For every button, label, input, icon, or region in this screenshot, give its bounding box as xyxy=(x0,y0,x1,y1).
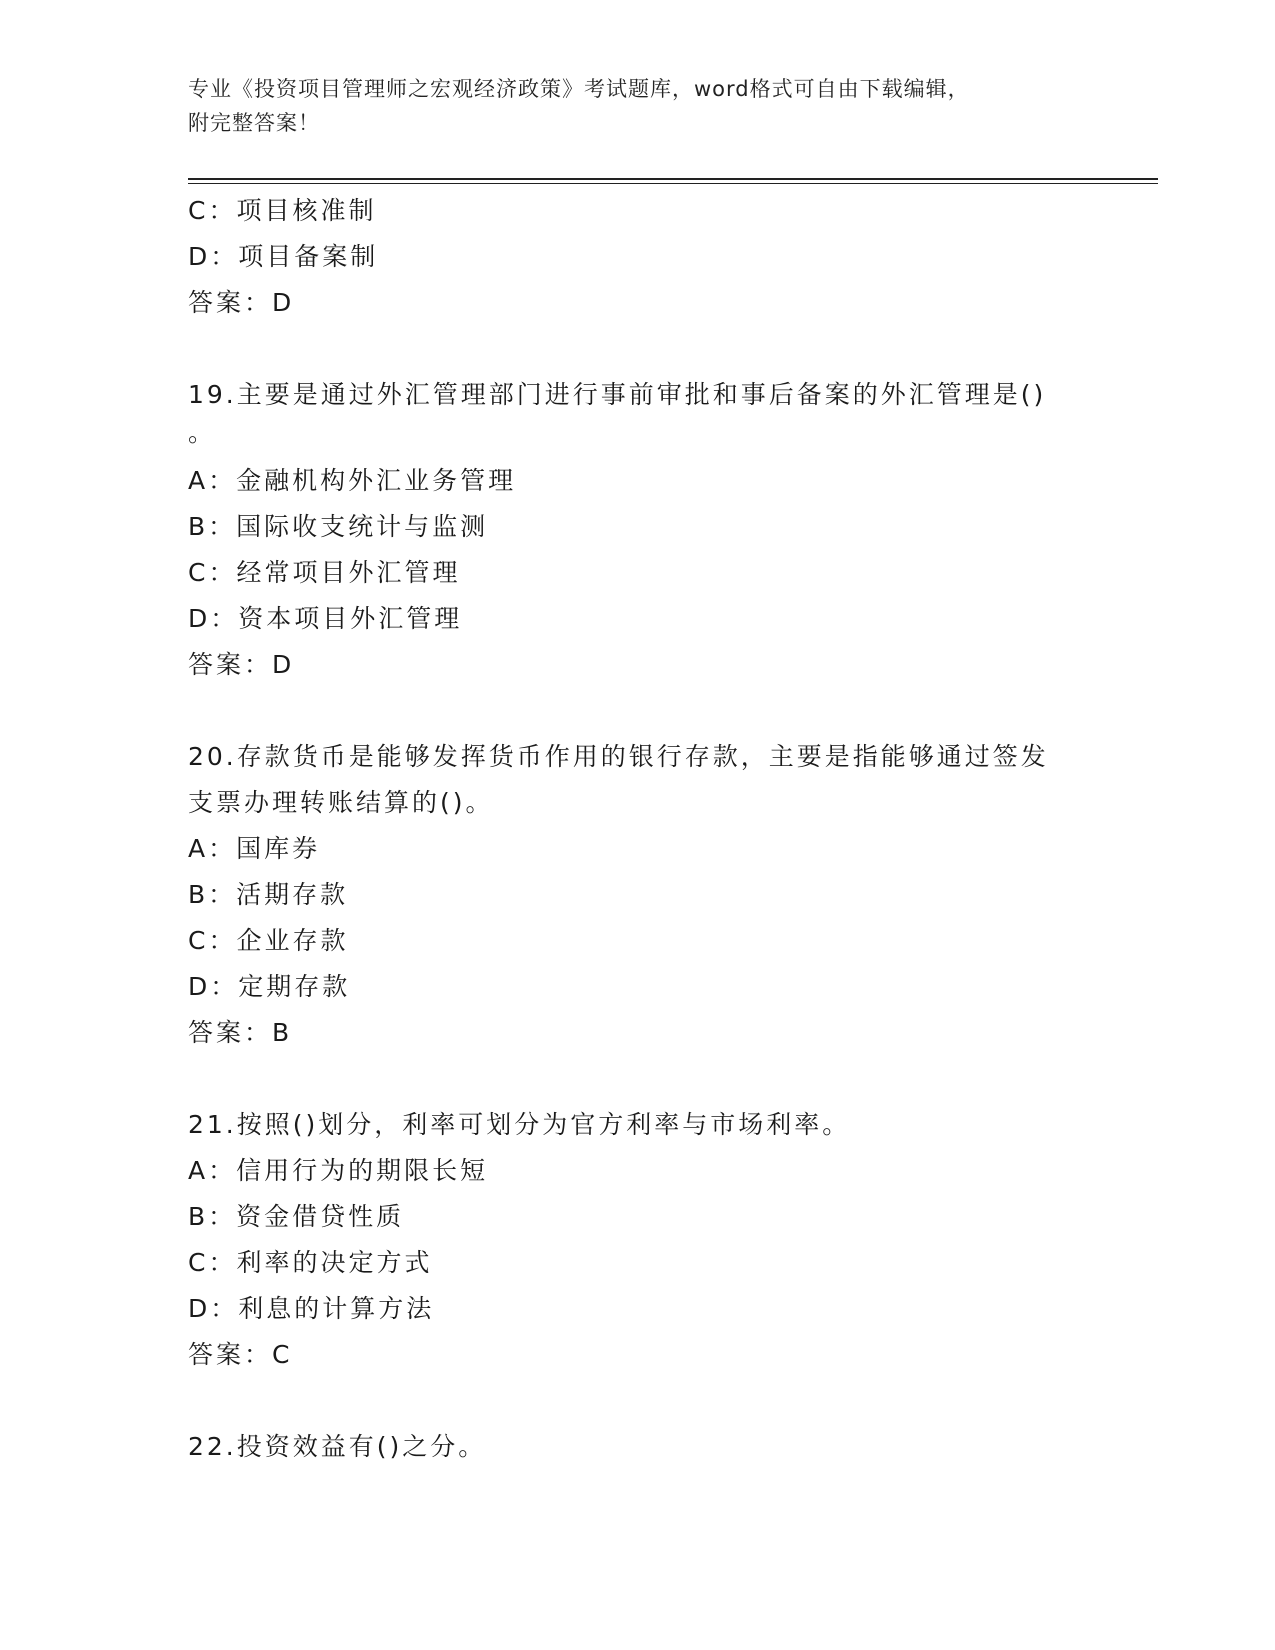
header-divider-thin xyxy=(188,183,1158,184)
option-c: C：经常项目外汇管理 xyxy=(188,558,461,587)
spacer xyxy=(188,326,1088,372)
option-d: D：定期存款 xyxy=(188,972,351,1001)
answer-label: 答案：D xyxy=(188,650,295,679)
option-a: A：国库券 xyxy=(188,834,321,863)
spacer xyxy=(188,688,1088,734)
answer-label: 答案：D xyxy=(188,288,295,317)
option-c: C：项目核准制 xyxy=(188,196,377,225)
option-b: B：国际收支统计与监测 xyxy=(188,512,489,541)
question-block-19 xyxy=(188,372,1088,688)
question-block-18 xyxy=(188,188,1088,326)
option-d: D：资本项目外汇管理 xyxy=(188,604,463,633)
answer-label: 答案：C xyxy=(188,1340,293,1369)
option-a: A：金融机构外汇业务管理 xyxy=(188,466,517,495)
question-block-22 xyxy=(188,1424,1088,1470)
question-content xyxy=(188,188,1088,1470)
option-a: A：信用行为的期限长短 xyxy=(188,1156,489,1185)
option-d: D：项目备案制 xyxy=(188,242,379,271)
option-b: B：资金借贷性质 xyxy=(188,1202,405,1231)
option-c: C：企业存款 xyxy=(188,926,349,955)
spacer xyxy=(188,1056,1088,1102)
document-header xyxy=(188,72,1088,140)
option-b: B：活期存款 xyxy=(188,880,349,909)
answer-label: 答案：B xyxy=(188,1018,293,1047)
question-text: 21.按照()划分，利率可划分为官方利率与市场利率。 xyxy=(188,1110,851,1139)
question-text-continued: 。 xyxy=(188,418,217,447)
question-text: 19.主要是通过外汇管理部门进行事前审批和事后备案的外汇管理是() xyxy=(188,380,1047,409)
header-line-2: 附完整答案！ xyxy=(188,111,320,135)
question-block-20 xyxy=(188,734,1088,1056)
question-text-continued: 支票办理转账结算的()。 xyxy=(188,788,494,817)
question-text: 20.存款货币是能够发挥货币作用的银行存款，主要是指能够通过签发 xyxy=(188,742,1049,771)
question-text: 22.投资效益有()之分。 xyxy=(188,1432,487,1461)
option-d: D：利息的计算方法 xyxy=(188,1294,435,1323)
spacer xyxy=(188,1378,1088,1424)
question-block-21 xyxy=(188,1102,1088,1378)
option-c: C：利率的决定方式 xyxy=(188,1248,433,1277)
header-line-1: 专业《投资项目管理师之宏观经济政策》考试题库，word格式可自由下载编辑， xyxy=(188,77,970,101)
header-divider xyxy=(188,178,1158,180)
